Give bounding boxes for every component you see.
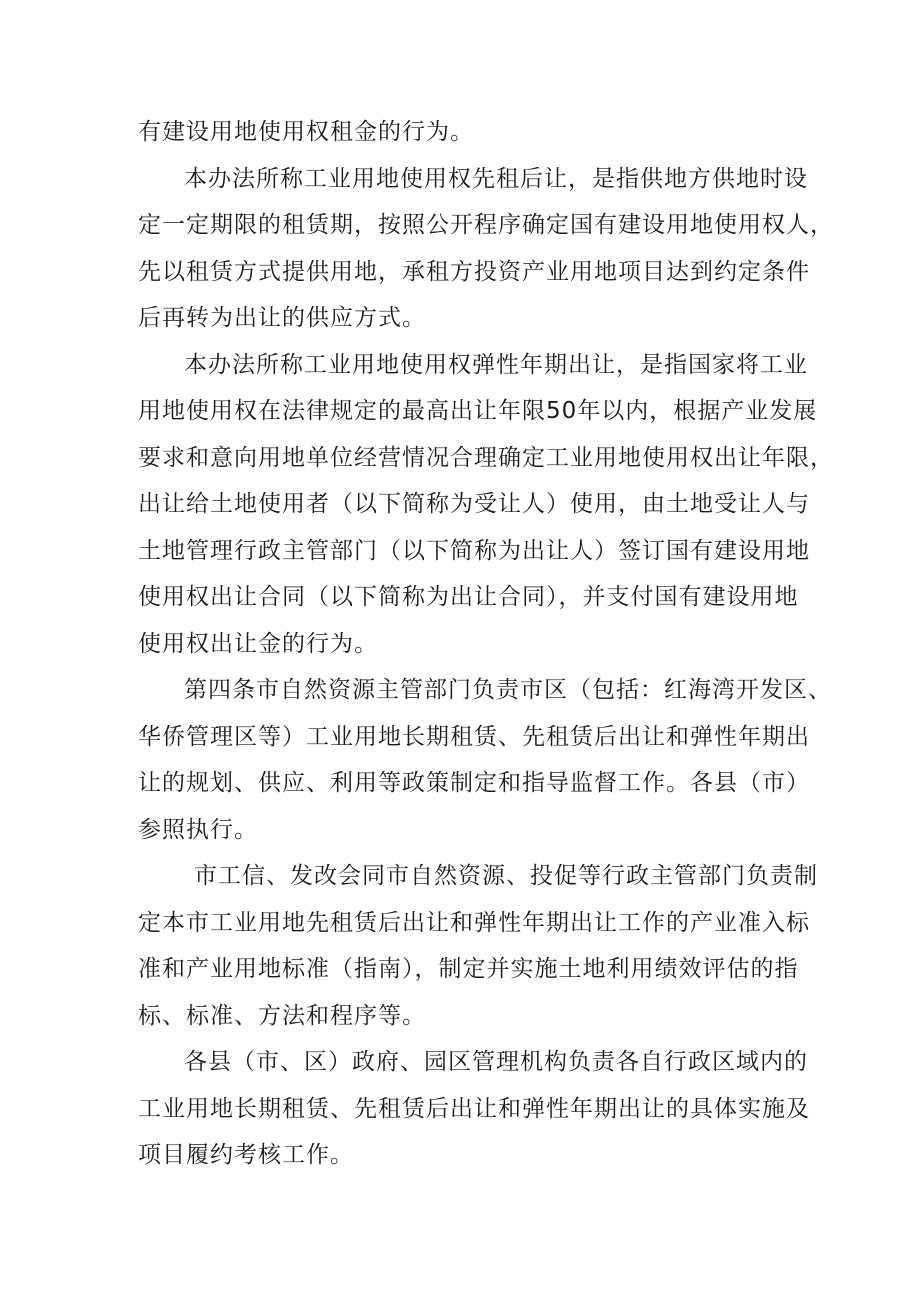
text-line: 有建设用地使用权租金的行为。 [138,119,474,145]
text-line: 使用权出让金的行为。 [138,630,378,657]
text-line: 第四条市自然资源主管部门负责市区（包括：红海湾开发区、 [184,677,832,703]
text-line: 各县（市、区）政府、园区管理机构负责各自行政区域内的 [184,1049,808,1075]
text-line: 后再转为出让的供应方式。 [138,305,426,331]
text-line: 参照执行。 [138,816,258,843]
text-line: 定本市工业用地先租赁后出让和弹性年期出让工作的产业准入标 [138,909,810,936]
text-line: 本办法所称工业用地使用权先租后让，是指供地方供地时设 [184,165,808,192]
text-line: 工业用地长期租赁、先租赁后出让和弹性年期出让的具体实施及 [138,1095,810,1122]
text-line: 要求和意向用地单位经营情况合理确定工业用地使用权出让年限， [138,444,834,471]
text-line: 用地使用权在法律规定的最高出让年限50年以内，根据产业发展 [138,398,818,424]
text-line: 先以租赁方式提供用地，承租方投资产业用地项目达到约定条件 [138,258,810,285]
text-line: 准和产业用地标准（指南），制定并实施土地利用绩效评估的指 [138,956,799,982]
text-line: 市工信、发改会同市自然资源、投促等行政主管部门负责制 [194,863,818,889]
text-line: 华侨管理区等）工业用地长期租赁、先租赁后出让和弹性年期出 [138,723,810,750]
text-line: 出让给土地使用者（以下简称为受让人）使用，由土地受让人与 [138,491,810,517]
text-line: 土地管理行政主管部门（以下简称为出让人）签订国有建设用地 [138,537,810,564]
text-line: 标、标准、方法和程序等。 [138,1002,426,1029]
text-line: 使用权出让合同（以下简称为出让合同），并支付国有建设用地 [138,584,799,610]
document-body [138,109,834,1179]
text-line: 让的规划、供应、利用等政策制定和指导监督工作。各县（市） [138,770,810,796]
text-line: 项目履约考核工作。 [138,1142,354,1168]
text-line: 定一定期限的租赁期，按照公开程序确定国有建设用地使用权人， [138,212,834,238]
text-line: 本办法所称工业用地使用权弹性年期出让，是指国家将工业 [184,351,808,378]
